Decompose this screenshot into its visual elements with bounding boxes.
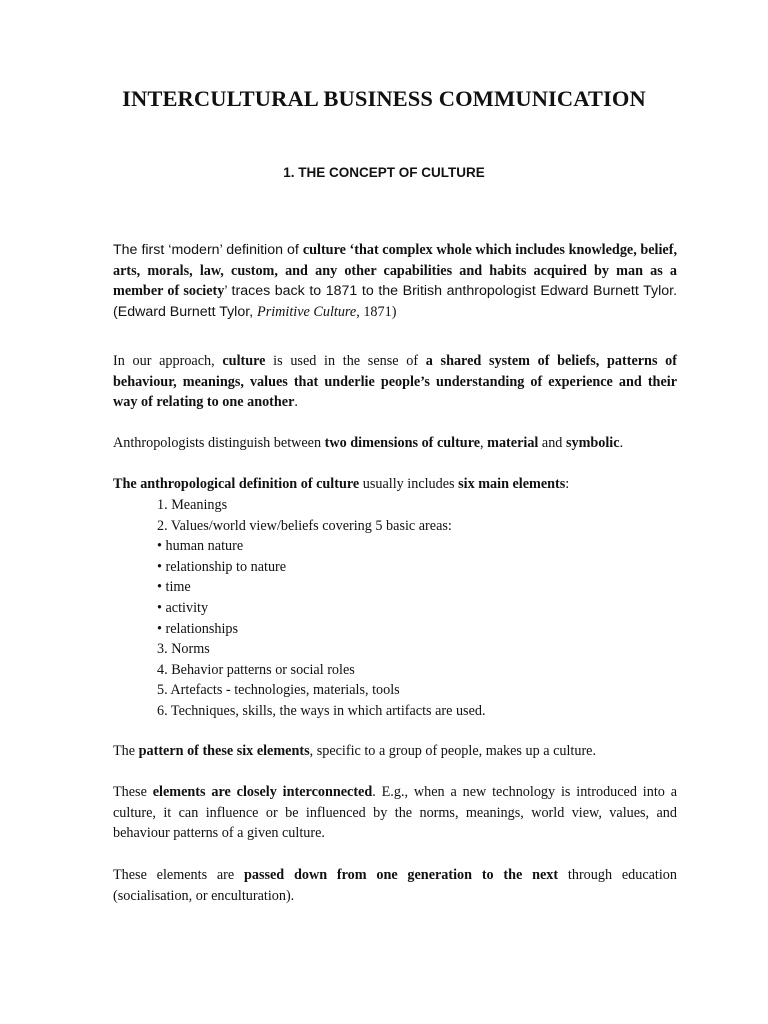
generations-paragraph: [113, 865, 677, 906]
book-title: Primitive Culture: [257, 303, 357, 320]
definition-quote: ‘that complex whole which includes knowledge, belief, arts, morals, law, custom, and any other capabilities and habits acquired by man as a member of society: [113, 242, 677, 300]
dimensions-paragraph: [113, 433, 677, 454]
list-item: • relationships: [157, 620, 239, 637]
citation-year: , 1871): [356, 303, 397, 320]
list-item: 5. Artefacts - technologies, materials, tools: [157, 682, 400, 699]
dimensions-period: .: [619, 435, 624, 451]
six-elements-term: six main elements: [458, 476, 566, 492]
interconnected-paragraph: [113, 782, 677, 844]
elements-colon: :: [565, 476, 570, 492]
generations-text-2: through education (socialisation, or enculturation).: [113, 867, 677, 904]
list-item: 6. Techniques, skills, the ways in which artifacts are used.: [157, 702, 486, 719]
pattern-text-2: , specific to a group of people, makes up a culture.: [309, 743, 597, 759]
culture-term: culture: [302, 242, 346, 258]
elements-intro-paragraph: [113, 474, 677, 495]
culture-term: culture: [222, 353, 266, 369]
list-item: 1. Meanings: [157, 497, 228, 513]
list-item: 4. Behavior patterns or social roles: [157, 661, 355, 678]
interconnected-term: elements are closely interconnected: [152, 784, 373, 800]
list-item: • activity: [157, 599, 209, 616]
list-item: 2. Values/world view/beliefs covering 5 basic areas:: [157, 517, 452, 534]
generations-term: passed down from one generation to the next: [243, 867, 559, 883]
dimensions-text-1: Anthropologists distinguish between: [113, 435, 325, 451]
shared-system-definition: a shared system of beliefs, patterns of behaviour, meanings, values that underlie people’s understanding of experience and their way of relating to one another: [113, 353, 677, 411]
elements-intro-text: usually includes: [359, 476, 459, 492]
pattern-paragraph: [113, 741, 677, 762]
definition-source-text: ’ traces back to 1871 to the British anthropologist Edward Burnett Tylor. (Edward Burnett Tylor,: [113, 283, 678, 320]
symbolic-term: symbolic: [565, 435, 620, 451]
dimensions-comma: ,: [480, 435, 488, 451]
two-dimensions-term: two dimensions of culture: [324, 435, 481, 451]
document-title: INTERCULTURAL BUSINESS COMMUNICATION: [122, 86, 646, 111]
list-item: 3. Norms: [157, 641, 210, 658]
material-term: material: [487, 435, 539, 451]
generations-text-1: These elements are: [113, 867, 244, 883]
approach-text-1: In our approach,: [113, 353, 223, 369]
definition-paragraph: [113, 240, 677, 322]
approach-text-2: is used in the sense of: [265, 353, 426, 369]
definition-intro-text: The first ‘modern’ definition of: [113, 242, 303, 258]
list-item: • human nature: [157, 538, 244, 555]
anthropological-definition-term: The anthropological definition of culture: [113, 476, 360, 492]
pattern-term: pattern of these six elements: [138, 743, 310, 759]
pattern-text-1: The: [113, 743, 139, 759]
approach-paragraph: [113, 351, 677, 413]
interconnected-text-1: These: [113, 784, 153, 800]
dimensions-and: and: [538, 435, 566, 451]
section-heading: 1. THE CONCEPT OF CULTURE: [283, 165, 485, 180]
list-item: • time: [157, 579, 191, 596]
elements-list: [157, 495, 677, 722]
approach-period: .: [294, 394, 298, 411]
interconnected-text-2: . E.g., when a new technology is introduced into a culture, it can influence or be influenced by the norms, meanings, world view, values, and behaviour patterns of a given culture.: [113, 784, 677, 842]
list-item: • relationship to nature: [157, 558, 287, 575]
